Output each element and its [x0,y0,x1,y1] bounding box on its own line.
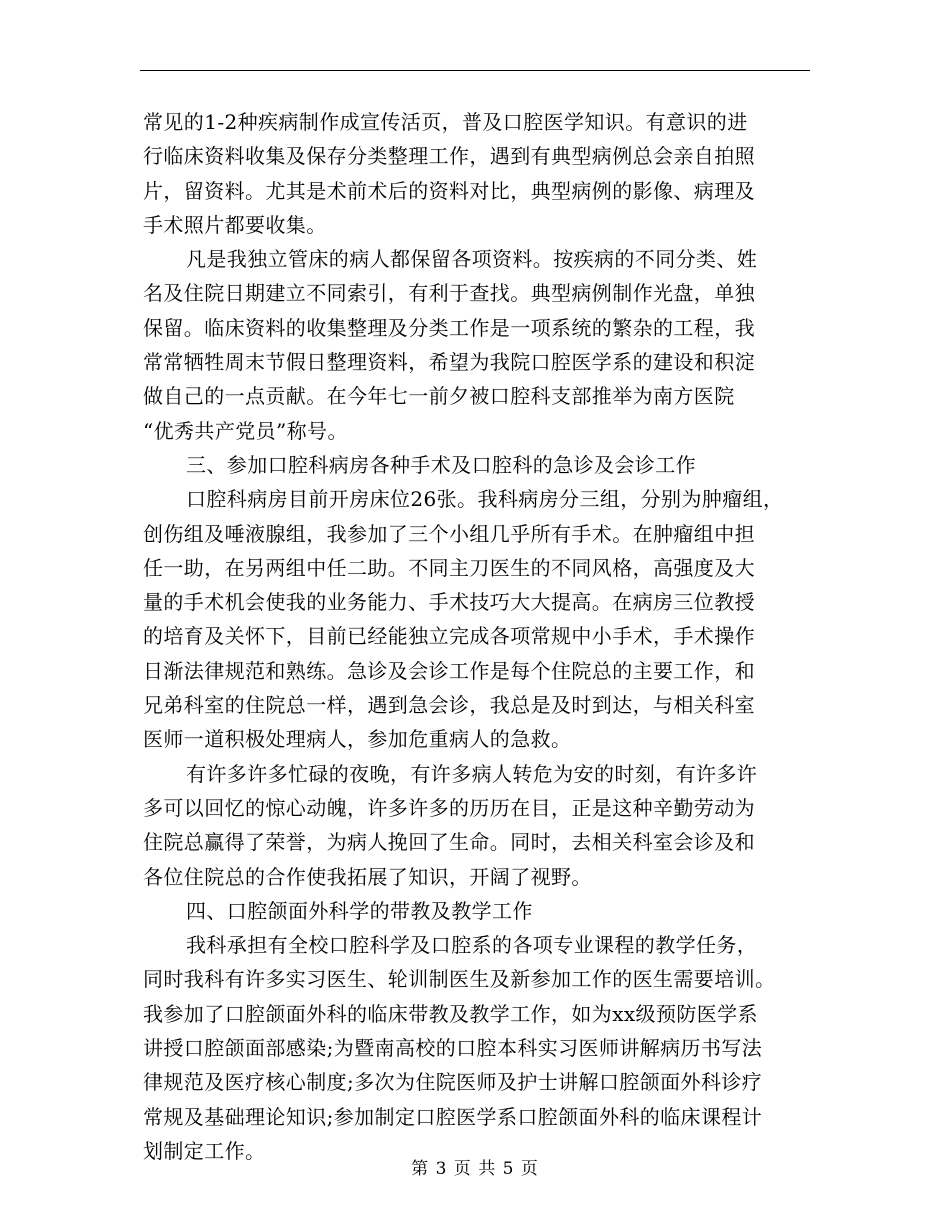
text-line: 有许多许多忙碌的夜晚，有许多病人转危为安的时刻，有许多许 [186,761,758,786]
text-line: 讲授口腔颌面部感染;为暨南高校的口腔本科实习医师讲解病历书写法 [143,1036,763,1061]
text-line: 做自己的一点贡献。在今年七一前夕被口腔科支部推举为南方医院 [143,384,735,409]
text-line: 住院总赢得了荣誉，为病人挽回了生命。同时，去相关科室会诊及和 [143,830,755,855]
text-line: 常规及基础理论知识;参加制定口腔医学系口腔颌面外科的临床课程计 [143,1104,763,1129]
text-line: 兄弟科室的住院总一样，遇到急会诊，我总是及时到达，与相关科室 [143,693,755,718]
document-body [143,105,815,1168]
text-line: 的培育及关怀下，目前已经能独立完成各项常规中小手术，手术操作 [143,624,755,649]
text-line: 量的手术机会使我的业务能力、手术技巧大大提高。在病房三位教授 [143,590,755,615]
text-line: 任一助，在另两组中任二助。不同主刀医生的不同风格，高强度及大 [143,555,755,580]
text-line: “优秀共产党员”称号。 [143,418,348,443]
header-rule [140,70,810,71]
text-line: 名及住院日期建立不同索引，有利于查找。典型病例制作光盘，单独 [143,281,755,306]
text-line: 四、口腔颌面外科学的带教及教学工作 [186,898,533,923]
text-line: 创伤组及唾液腺组，我参加了三个小组几乎所有手术。在肿瘤组中担 [143,521,755,546]
text-line: 我参加了口腔颌面外科的临床带教及教学工作，如为xx级预防医学系 [143,1001,758,1026]
text-line: 凡是我独立管床的病人都保留各项资料。按疾病的不同分类、姓 [186,247,758,272]
page-number: 第 3 页 共 5 页 [411,1159,539,1179]
text-line: 片，留资料。尤其是术前术后的资料对比，典型病例的影像、病理及 [143,178,755,203]
text-line: 保留。临床资料的收集整理及分类工作是一项系统的繁杂的工程，我 [143,315,755,340]
text-line: 多可以回忆的惊心动魄，许多许多的历历在目，正是这种辛勤劳动为 [143,795,755,820]
text-line: 同时我科有许多实习医生、轮训制医生及新参加工作的医生需要培训。 [143,967,776,992]
text-line: 行临床资料收集及保存分类整理工作，遇到有典型病例总会亲自拍照 [143,144,755,169]
text-line: 口腔科病房目前开房床位26张。我科病房分三组，分别为肿瘤组， [186,487,784,512]
text-line: 手术照片都要收集。 [143,212,327,237]
text-line: 医师一道积极处理病人，参加危重病人的急救。 [143,727,572,752]
text-line: 划制定工作。 [143,1138,266,1163]
text-line: 常见的1-2种疾病制作成宣传活页，普及口腔医学知识。有意识的进 [143,110,748,134]
text-line: 常常牺牲周末节假日整理资料，希望为我院口腔医学系的建设和积淀 [143,350,755,375]
text-line: 三、参加口腔科病房各种手术及口腔科的急诊及会诊工作 [186,452,696,477]
text-line: 律规范及医疗核心制度;多次为住院医师及护士讲解口腔颌面外科诊疗 [143,1070,763,1095]
text-line: 日渐法律规范和熟练。急诊及会诊工作是每个住院总的主要工作，和 [143,658,755,683]
text-line: 各位住院总的合作使我拓展了知识，开阔了视野。 [143,864,592,889]
text-line: 我科承担有全校口腔科学及口腔系的各项专业课程的教学任务， [186,933,758,958]
